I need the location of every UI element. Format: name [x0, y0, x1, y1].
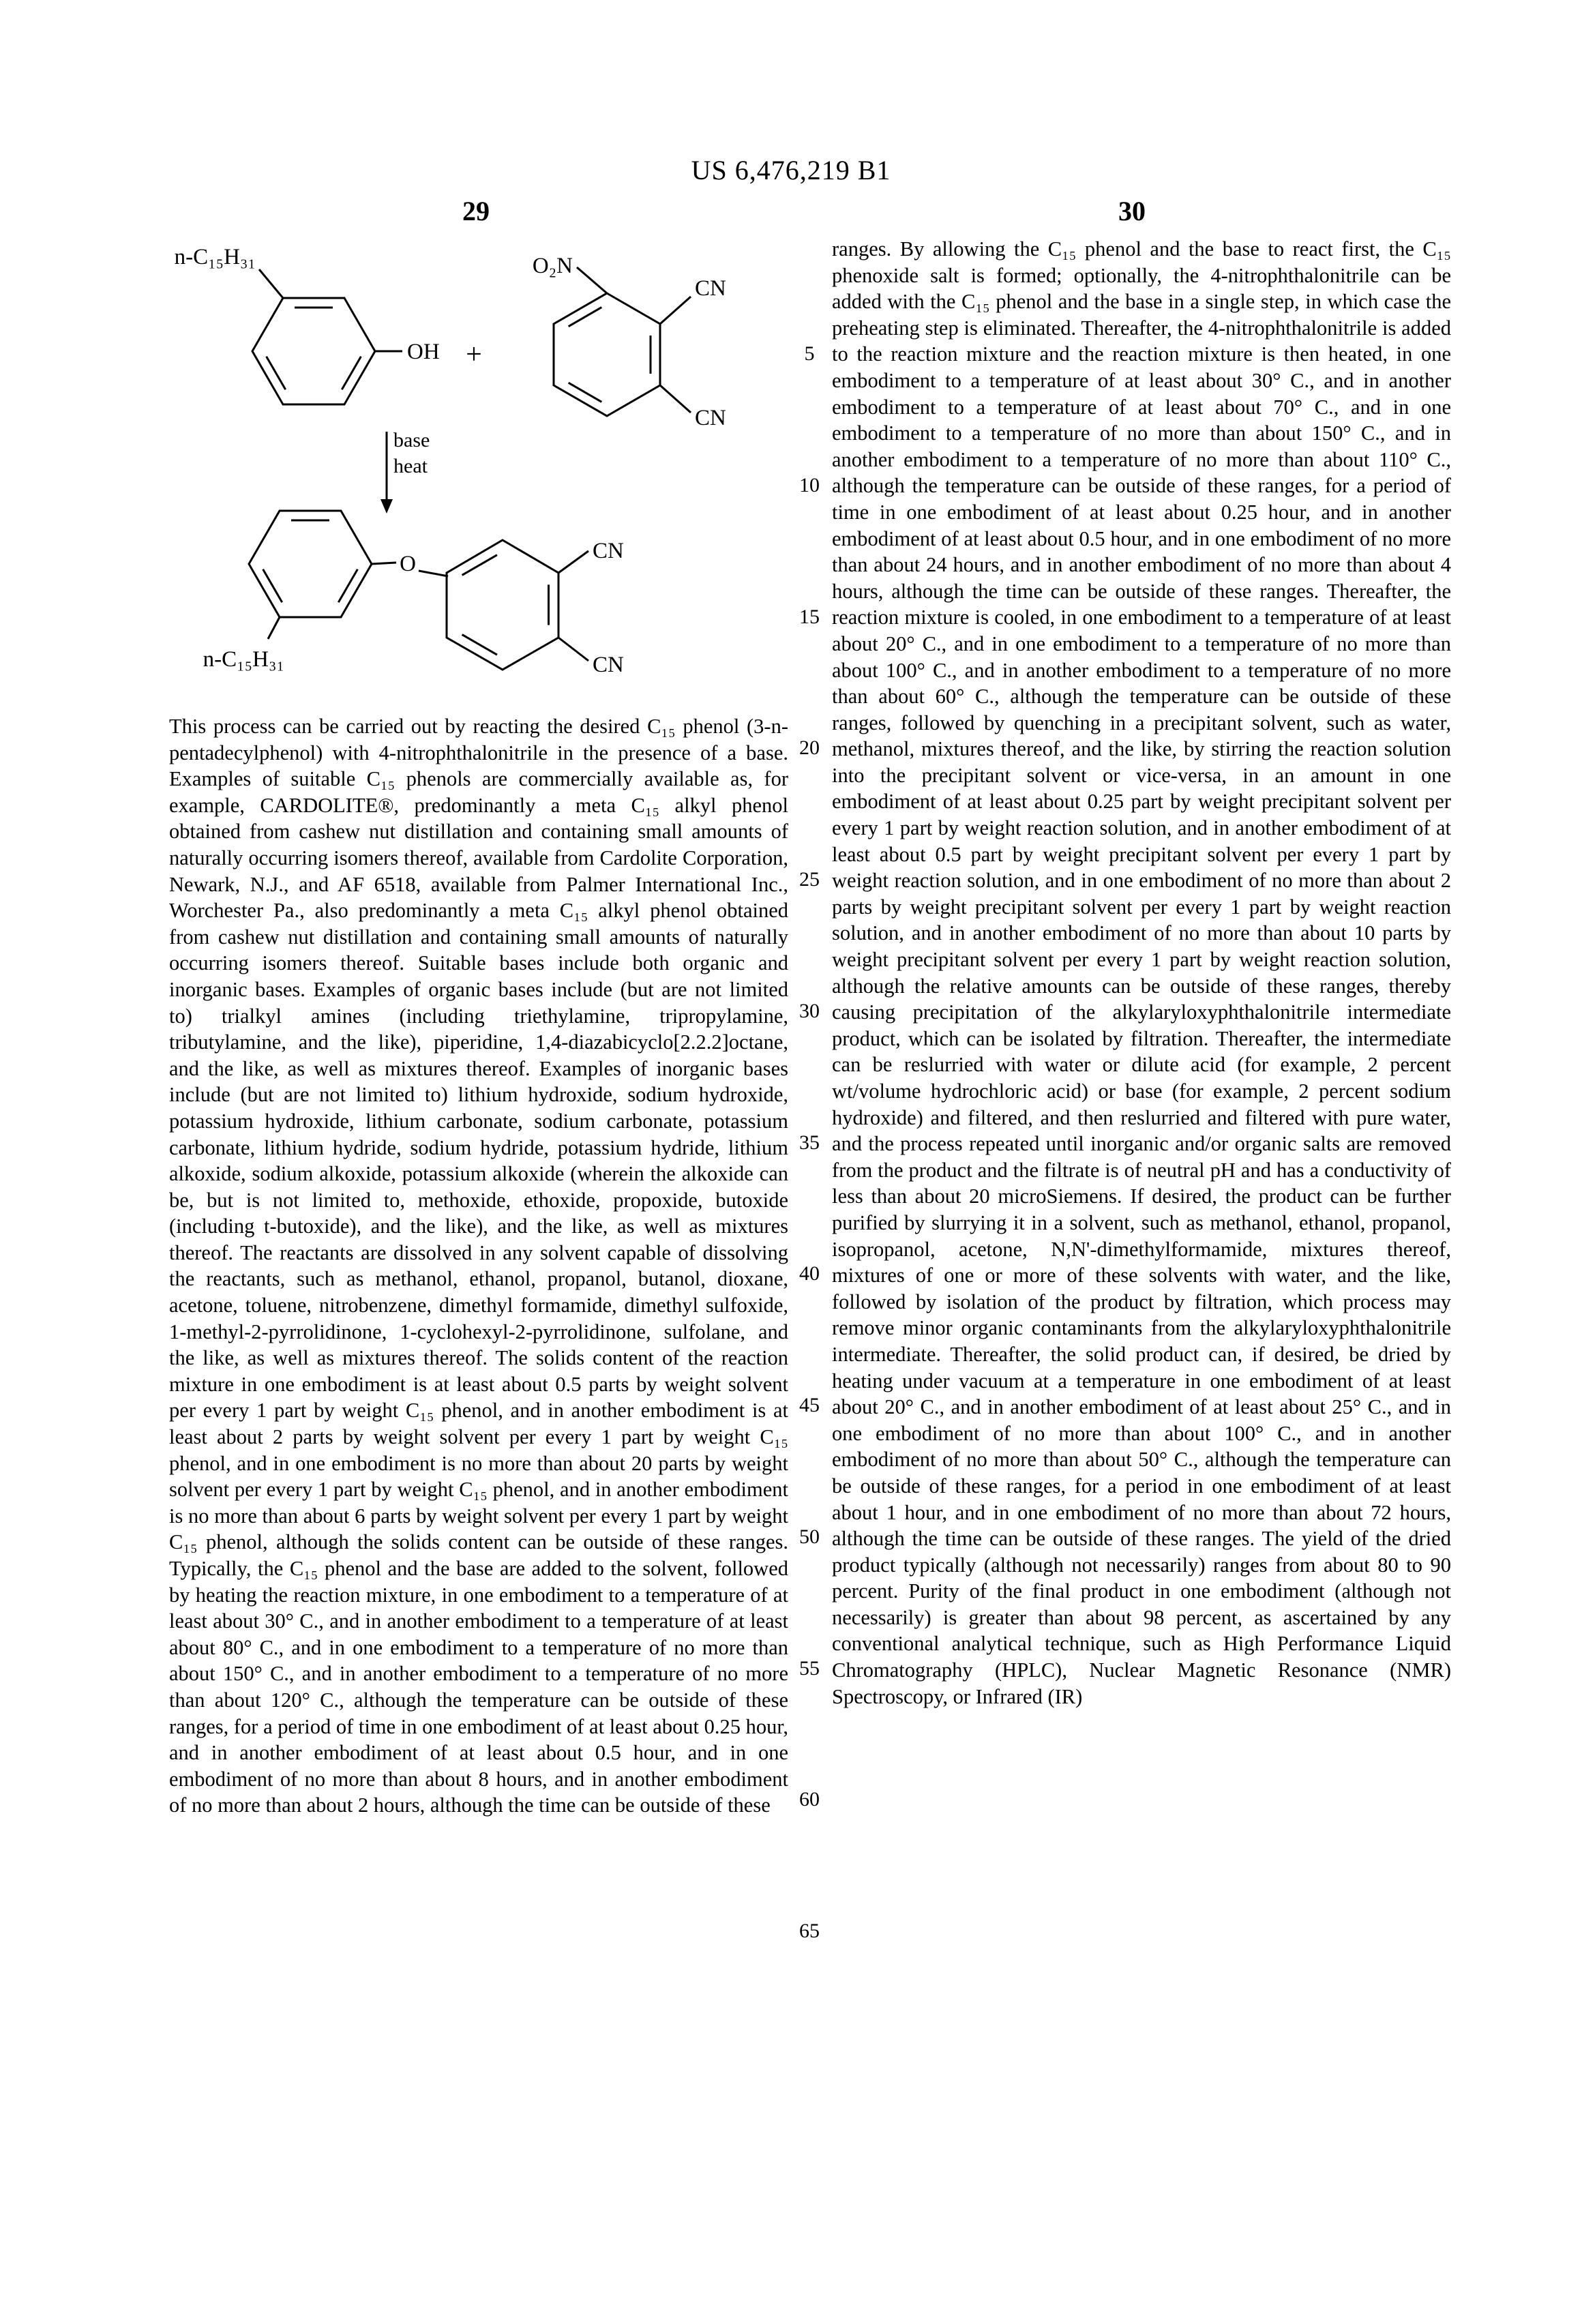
- double-bond: [338, 569, 357, 603]
- line-number: 60: [799, 1788, 820, 1811]
- cyano-bond: [660, 297, 691, 324]
- reactant-nitrile-structure: [533, 254, 726, 430]
- double-bond: [462, 635, 497, 655]
- double-bond: [462, 555, 497, 576]
- right-column-text: ranges. By allowing the C₁₅ phenol and the base to react first, the C₁₅ phenoxide salt is formed; optionally, the 4-nitrophthalonitrile can be added with the C₁₅ phenol and the base in a single step, in which case the preheating step is eliminated. Thereafter, the 4-nitrophthalonitrile is added to the reaction mixture and the reaction mixture is then heated, in one embodiment to a temperature of at least about 30° C., and in another embodiment to a temperature of at least about 70° C., and in one embodiment to a temperature of no more than about 150° C., and in another embodiment to a temperature of no more than about 110° C., although the temperature can be outside of these ranges, for a period of time in one embodiment of at least about 0.25 hour, and in another embodiment of at least about 0.5 hour, and in one embodiment of no more than about 24 hours, and in another embodiment of no more than about 4 hours, although the time can be outside of these ranges. Thereafter, the reaction mixture is cooled, in one embodiment to a temperature of at least about 20° C., and in one embodiment to a temperature of no more than about 100° C., and in another embodiment to a temperature of no more than about 60° C., although the temperature can be outside of these ranges, followed by quenching in a precipitant solvent, such as water, methanol, mixtures thereof, and the like, by stirring the reaction solution into the precipitant solvent or vice-versa, in an amount in one embodiment of at least about 0.25 part by weight precipitant solvent per every 1 part by weight reaction solution, and in another embodiment of at least about 0.5 part by weight precipitant solvent per every 1 part by weight reaction solution, and in one embodiment of no more than about 2 parts by weight precipitant solvent per every 1 part by weight reaction solution, and in another embodiment of no more than about 10 parts by weight precipitant solvent per every 1 part by weight reaction solution, although the relative amounts can be outside of these ranges, thereby causing precipitation of the alkylaryloxyphthalonitrile intermediate product, which can be isolated by filtration. Thereafter, the intermediate can be reslurried with water or dilute acid (for example, 2 percent wt/volume hydrochloric acid) or base (for example, 2 percent sodium hydroxide) and filtered, and then reslurried and filtered with pure water, and the process repeated until inorganic and/or organic salts are removed from the product and the filtrate is of neutral pH and has a conductivity of less than about 20 microSiemens. If desired, the product can be further purified by slurrying it in a solvent, such as methanol, ethanol, propanol, isopropanol, acetone, N,N'-dimethylformamide, mixtures thereof, mixtures of one or more of these solvents with water, and the like, followed by isolation of the product by filtration, which process may remove minor organic contaminants from the alkylaryloxyphthalonitrile intermediate. Thereafter, the solid product can, if desired, be dried by heating under vacuum at a temperature in one embodiment of at least about 20° C., and in another embodiment of at least about 25° C., and in one embodiment of no more than about 100° C., and in another embodiment of no more than about 50° C., although the temperature can be outside of these ranges, for a period in one embodiment of at least about 1 hour, and in one embodiment of no more than about 72 hours, although the time can be outside of these ranges. The yield of the dried product typically (although not necessarily) ranges from about 80 to 90 percent. Purity of the final product in one embodiment (although not necessarily) is greater than about 98 percent, as ascertained by any conventional analytical technique, such as High Performance Liquid Chromatography (HPLC), Nuclear Magnetic Resonance (NMR) Spectroscopy, or Infrared (IR): [832, 237, 1451, 1708]
- line-number: 30: [799, 1000, 820, 1022]
- patent-number: US 6,476,219 B1: [691, 155, 891, 185]
- cyano-bond: [660, 385, 691, 413]
- double-bond: [267, 357, 286, 390]
- pentadecyl-label: n-C₁₅H₃₁: [174, 245, 256, 269]
- line-number: 40: [799, 1262, 820, 1285]
- line-number: 45: [799, 1394, 820, 1416]
- reactant-phenol-structure: [175, 245, 440, 404]
- plus-sign: +: [466, 339, 482, 370]
- line-number: 15: [799, 606, 820, 628]
- cyano-bond: [558, 551, 588, 573]
- line-number: 25: [799, 868, 820, 891]
- hydroxyl-label: OH: [407, 340, 440, 364]
- nitro-label: O₂N: [532, 254, 573, 278]
- column-number-left: 29: [462, 196, 490, 226]
- condition-heat-label: heat: [393, 455, 428, 477]
- line-number: 10: [799, 474, 820, 496]
- cyano-top-label: CN: [695, 276, 726, 301]
- nitro-bond: [577, 267, 607, 293]
- line-number: 35: [799, 1131, 820, 1154]
- double-bond: [569, 383, 602, 402]
- double-bond: [263, 569, 282, 603]
- column-number-right: 30: [1118, 196, 1146, 226]
- benzene-ring: [252, 298, 375, 404]
- cyano-bond: [558, 638, 588, 661]
- double-bond: [342, 357, 361, 390]
- reaction-arrow: [380, 429, 430, 513]
- line-number: 65: [799, 1920, 820, 1942]
- substituent-bond: [259, 269, 283, 298]
- benzene-ring: [554, 293, 660, 416]
- double-bond: [569, 308, 602, 327]
- pentadecyl-label: n-C₁₅H₃₁: [203, 647, 284, 672]
- arrowhead: [380, 499, 393, 513]
- ether-bond: [372, 563, 396, 564]
- left-column-text: This process can be carried out by reacting the desired C₁₅ phenol (3-n-pentadecylphenol) with 4-nitrophthalonitrile in the presence of a base. Examples of suitable C₁₅ phenols are commercially available as, for example, CARDOLITE®, predominantly a meta C₁₅ alkyl phenol obtained from cashew nut distillation and containing small amounts of naturally occurring isomers thereof, available from Cardolite Corporation, Newark, N.J., and AF 6518, available from Palmer International Inc., Worchester Pa., also predominantly a meta C₁₅ alkyl phenol obtained from cashew nut distillation and containing small amounts of naturally occurring isomers thereof. Suitable bases include both organic and inorganic bases. Examples of organic bases include (but are not limited to) trialkyl amines (including triethylamine, tripropylamine, tributylamine, and the like), piperidine, 1,4-diazabicyclo[2.2.2]octane, and the like, as well as mixtures thereof. Examples of inorganic bases include (but are not limited to) lithium hydroxide, sodium hydroxide, potassium hydroxide, lithium carbonate, sodium carbonate, potassium carbonate, lithium hydride, sodium hydride, potassium hydride, lithium alkoxide, sodium alkoxide, potassium alkoxide (wherein the alkoxide can be, but is not limited to, methoxide, ethoxide, propoxide, butoxide (including t-butoxide), and the like), and the like, as well as mixtures thereof. The reactants are dissolved in any solvent capable of dissolving the reactants, such as methanol, ethanol, propanol, butanol, dioxane, acetone, toluene, nitrobenzene, dimethyl formamide, dimethyl sulfoxide, 1-methyl-2-pyrrolidinone, 1-cyclohexyl-2-pyrrolidinone, sulfolane, and the like, as well as mixtures thereof. The solids content of the reaction mixture in one embodiment is at least about 0.5 parts by weight solvent per every 1 part by weight C₁₅ phenol, and in another embodiment is at least about 2 parts by weight solvent per every 1 part by weight C₁₅ phenol, and in one embodiment is no more than about 20 parts by weight solvent per every 1 part by weight C₁₅ phenol, and in another embodiment is no more than about 6 parts by weight solvent per every 1 part by weight C₁₅ phenol, although the solids content can be outside of these ranges. Typically, the C₁₅ phenol and the base are added to the solvent, followed by heating the reaction mixture, in one embodiment to a temperature of at least about 30° C., and in another embodiment to a temperature of at least about 80° C., and in one embodiment to a temperature of no more than about 150° C., and in another embodiment to a temperature of no more than about 120° C., although the temperature can be outside of these ranges, for a period of time in one embodiment of at least about 0.25 hour, and in another embodiment of at least about 0.5 hour, and in one embodiment of no more than about 8 hours, and in another embodiment of no more than about 2 hours, although the time can be outside of these: [169, 715, 788, 1817]
- cyano-top-label: CN: [593, 539, 624, 563]
- product-structure: [203, 511, 624, 677]
- cyano-bottom-label: CN: [695, 406, 726, 430]
- substituent-bond: [268, 617, 280, 639]
- cyano-bottom-label: CN: [593, 653, 624, 677]
- ether-bond: [419, 571, 448, 576]
- benzene-ring: [447, 540, 558, 670]
- line-number: 55: [799, 1657, 820, 1680]
- line-number: 5: [804, 342, 815, 365]
- ether-oxygen-label: O: [400, 552, 416, 576]
- condition-base-label: base: [393, 429, 430, 451]
- line-number: 20: [799, 736, 820, 759]
- line-number: 50: [799, 1525, 820, 1548]
- benzene-ring: [249, 511, 372, 617]
- reaction-scheme: [167, 228, 781, 706]
